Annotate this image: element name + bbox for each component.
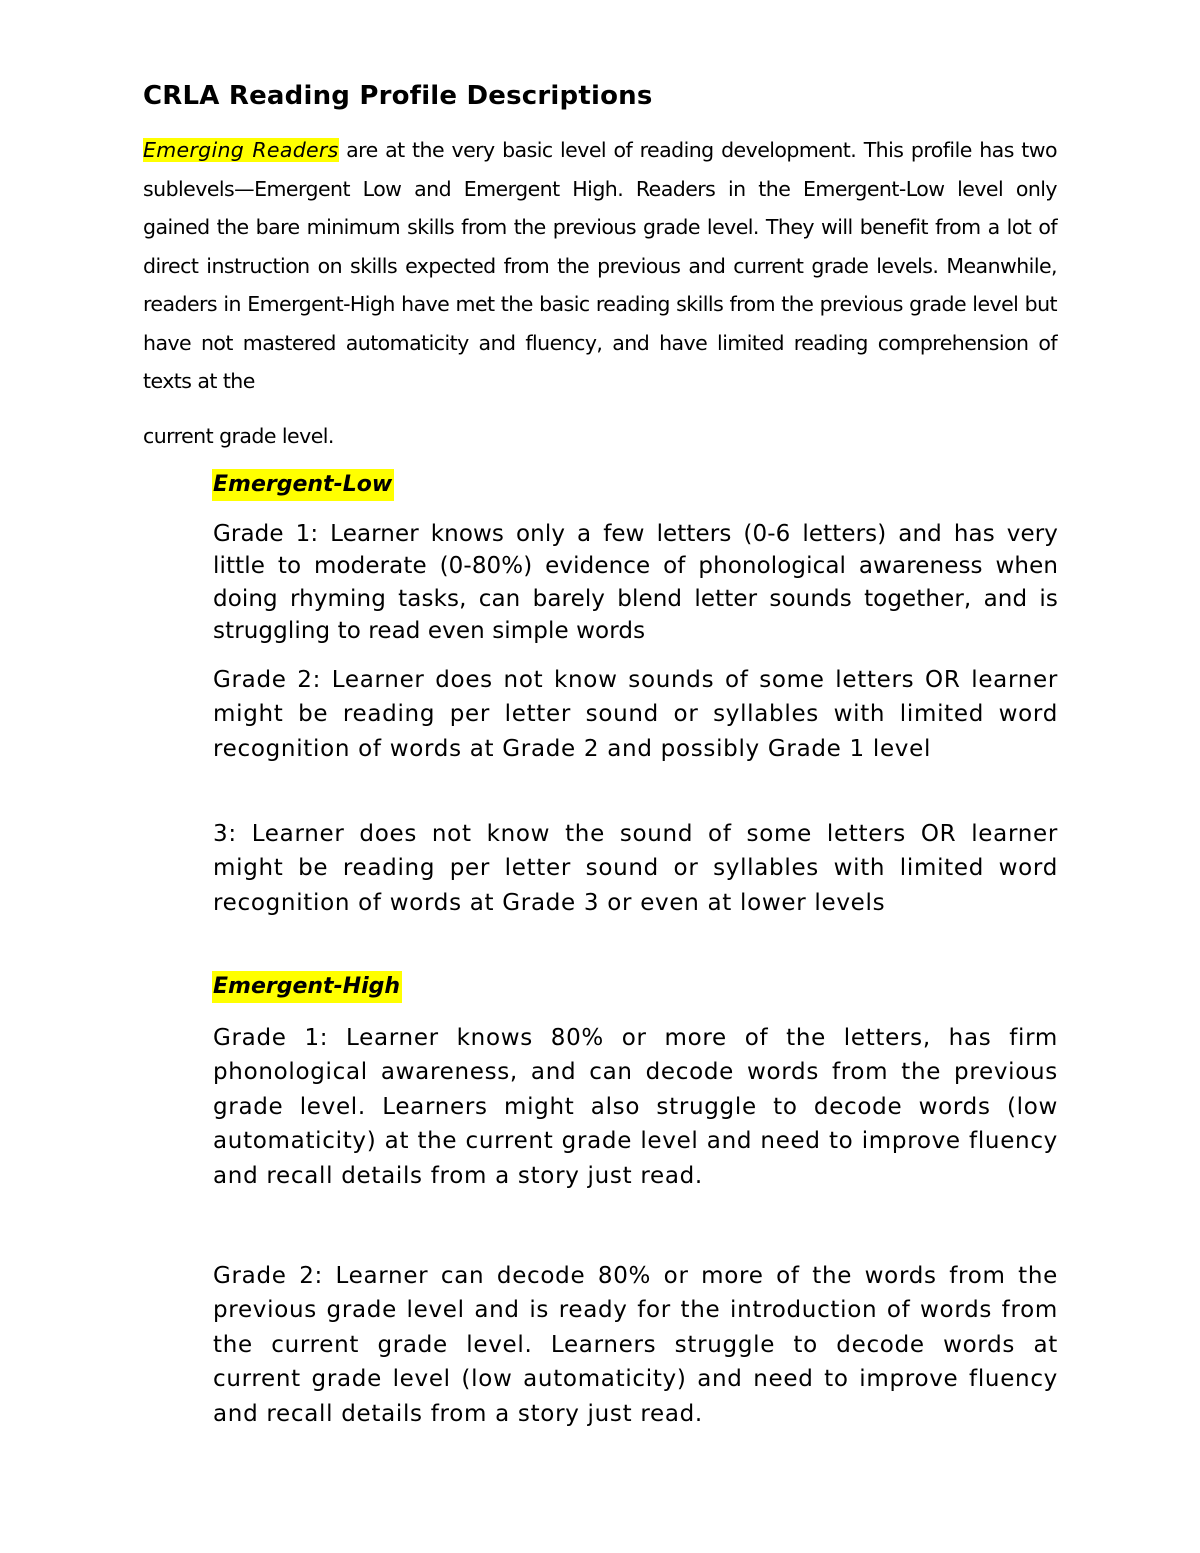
document-title: CRLA Reading Profile Descriptions: [143, 81, 653, 111]
intro-body: are at the very basic level of reading development. This profile has two sublevels—Emergent Low and Emergent High. Readers in the Emergent-Low level only gained the bare minimum skills from the previous grade level. They will benefit from a lot of direct instruction on skills expected from the previous and current grade levels. Meanwhile, readers in Emergent-High have met the basic reading skills from the previous grade level but have not mastered automaticity and fluency, and have limited reading comprehension of texts at the: [143, 138, 1057, 393]
section-heading-emergent-low: Emergent-Low: [212, 469, 394, 501]
emergent-low-grade-3-paragraph: 3: Learner does not know the sound of some letters OR learner might be reading per letter sound or syllables with limited word recognition of words at Grade 3 or even at lower levels: [213, 821, 1058, 916]
section-heading-emergent-high: Emergent-High: [212, 971, 402, 1003]
intro-last-line: current grade level.: [143, 424, 334, 448]
emergent-low-grade-1-paragraph: Grade 1: Learner knows only a few letters (0-6 letters) and has very little to moderate (0-80%) evidence of phonological awareness when doing rhyming tasks, can barely blend letter sounds together, and is struggling to read even simple words: [213, 521, 1058, 644]
emergent-high-grade-1-paragraph: Grade 1: Learner knows 80% or more of the letters, has firm phonological awareness, and can decode words from the previous grade level. Learners might also struggle to decode words (low automaticity) at the current grade level and need to improve fluency and recall details from a story just read.: [213, 1025, 1058, 1189]
emergent-low-grade-2-paragraph: Grade 2: Learner does not know sounds of some letters OR learner might be reading per letter sound or syllables with limited word recognition of words at Grade 2 and possibly Grade 1 level: [213, 667, 1058, 762]
intro-paragraph: [143, 131, 1057, 401]
emergent-high-grade-2-paragraph: Grade 2: Learner can decode 80% or more of the words from the previous grade level and is ready for the introduction of words from the current grade level. Learners struggle to decode words at current grade level (low automaticity) and need to improve fluency and recall details from a story just read.: [213, 1263, 1058, 1427]
emerging-readers-highlight: Emerging Readers: [143, 138, 339, 162]
